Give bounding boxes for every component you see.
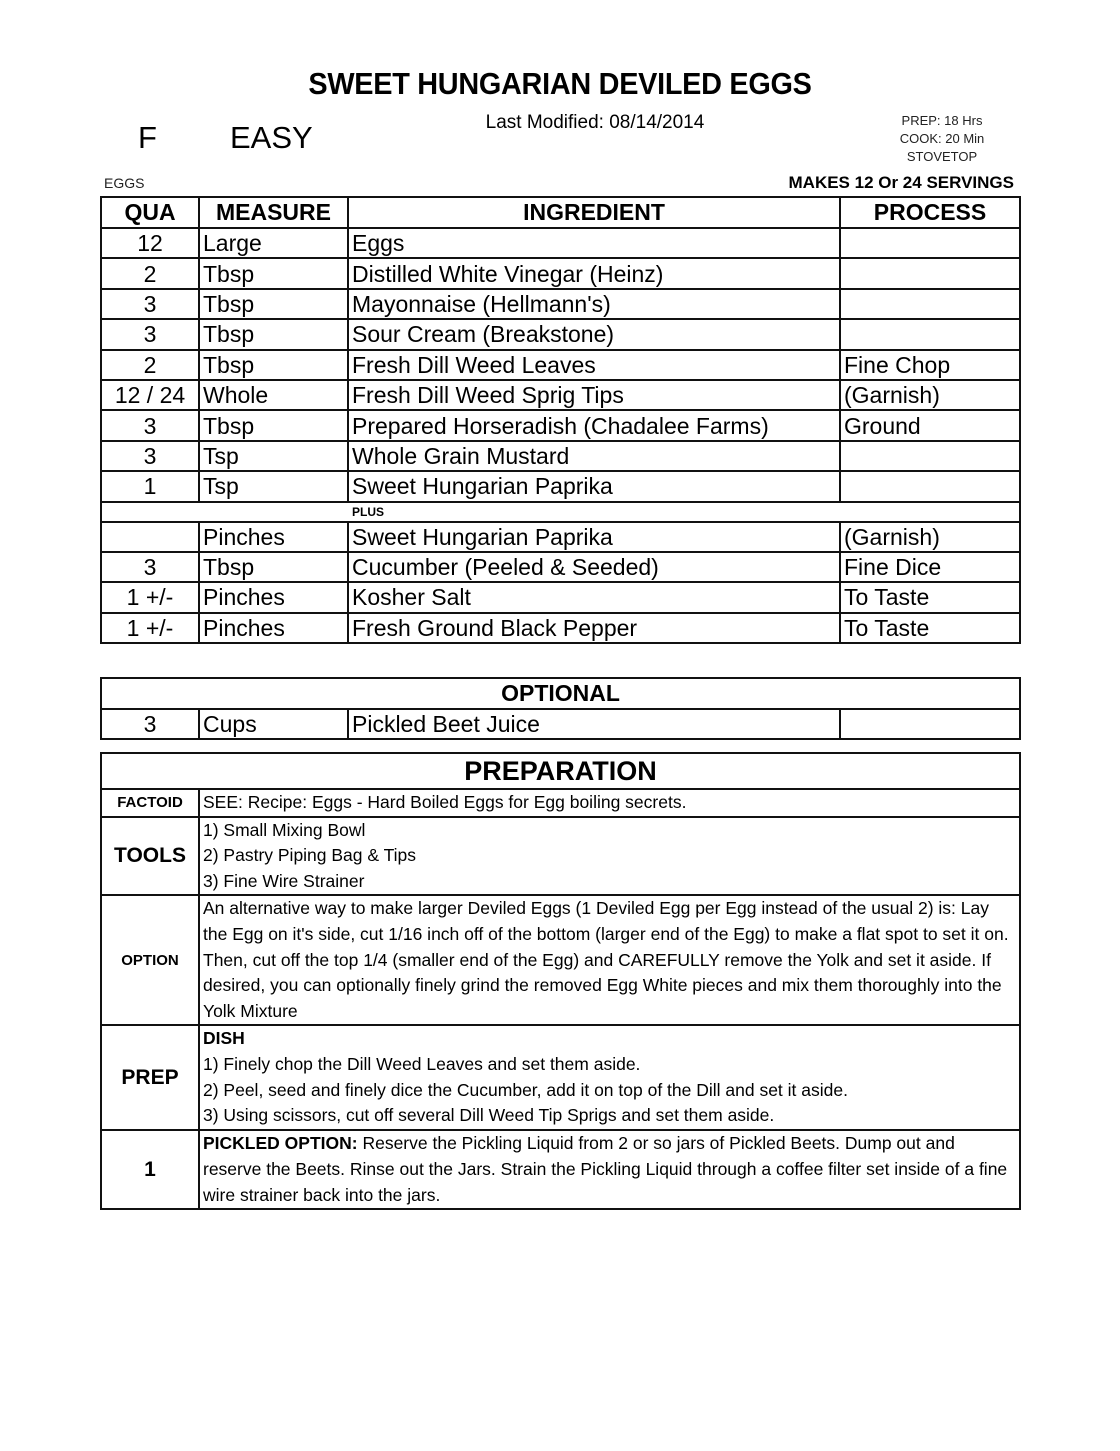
plus-row xyxy=(101,502,1020,522)
ingredient-measure: Tbsp xyxy=(199,289,348,319)
ingredient-row xyxy=(101,613,1020,643)
factoid-row xyxy=(101,789,1020,817)
ingredient-measure: Tbsp xyxy=(199,410,348,440)
step-1-text xyxy=(199,1130,1020,1209)
ingredient-qty: 3 xyxy=(101,410,199,440)
ingredient-process xyxy=(840,709,1020,739)
ingredient-row xyxy=(101,441,1020,471)
ingredient-row xyxy=(101,522,1020,552)
ingredient-row xyxy=(101,380,1020,410)
ingredient-process xyxy=(840,258,1020,288)
prep-steps xyxy=(199,1025,1020,1130)
ingredient-process xyxy=(840,319,1020,349)
last-modified: Last Modified: 08/14/2014 xyxy=(485,112,705,133)
prep-row xyxy=(101,1025,1020,1130)
ingredient-process xyxy=(840,289,1020,319)
ingredient-qty: 3 xyxy=(101,441,199,471)
ingredient-qty: 3 xyxy=(101,709,199,739)
ingredients-header-row xyxy=(101,197,1020,228)
ingredient-row xyxy=(101,410,1020,440)
tools-list xyxy=(199,817,1020,896)
ingredient-row xyxy=(101,582,1020,612)
ingredient-measure: Pinches xyxy=(199,582,348,612)
tools-label: TOOLS xyxy=(101,817,199,896)
ingredient-measure: Pinches xyxy=(199,613,348,643)
ingredient-name: Sweet Hungarian Paprika xyxy=(348,471,840,501)
ingredient-row xyxy=(101,228,1020,258)
ingredient-name: Distilled White Vinegar (Heinz) xyxy=(348,258,840,288)
ingredient-name: Mayonnaise (Hellmann's) xyxy=(348,289,840,319)
tool-item: 2) Pastry Piping Bag & Tips xyxy=(203,845,417,866)
prep-time: PREP: 18 Hrs xyxy=(901,113,983,128)
prep-step: 2) Peel, seed and finely dice the Cucumber, add it on top of the Dill and set it aside. xyxy=(203,1079,848,1100)
ingredient-process xyxy=(840,228,1020,258)
prep-step: 3) Using scissors, cut off several Dill Weed Tip Sprigs and set them aside. xyxy=(203,1105,775,1126)
ingredient-name: Cucumber (Peeled & Seeded) xyxy=(348,552,840,582)
ingredient-measure: Tbsp xyxy=(199,319,348,349)
ingredient-measure: Pinches xyxy=(199,522,348,552)
ingredients-table xyxy=(100,196,1021,644)
ingredient-qty xyxy=(101,522,199,552)
category: EGGS xyxy=(104,175,145,191)
column-header-ingredient: INGREDIENT xyxy=(348,197,840,228)
ingredient-qty: 12 xyxy=(101,228,199,258)
preparation-title: PREPARATION xyxy=(101,753,1020,789)
ingredient-process: To Taste xyxy=(840,613,1020,643)
column-header-measure: MEASURE xyxy=(199,197,348,228)
preparation-table xyxy=(100,752,1021,1210)
ingredient-row xyxy=(101,319,1020,349)
ingredient-measure: Tbsp xyxy=(199,552,348,582)
optional-table xyxy=(100,677,1021,740)
step-1-label: 1 xyxy=(101,1130,199,1209)
ingredient-process xyxy=(840,471,1020,501)
plus-label: PLUS xyxy=(101,502,1020,522)
time-info xyxy=(860,112,1024,166)
cook-time: COOK: 20 Min xyxy=(899,131,985,146)
prep-step: 1) Finely chop the Dill Weed Leaves and set them aside. xyxy=(203,1053,641,1074)
ingredient-name: Eggs xyxy=(348,228,840,258)
ingredient-name: Kosher Salt xyxy=(348,582,840,612)
ingredient-process: (Garnish) xyxy=(840,522,1020,552)
tool-item: 1) Small Mixing Bowl xyxy=(203,819,366,840)
ingredient-process: Fine Dice xyxy=(840,552,1020,582)
ingredient-measure: Cups xyxy=(199,709,348,739)
column-header-process: PROCESS xyxy=(840,197,1020,228)
ingredient-measure: Tbsp xyxy=(199,350,348,380)
step-1-row xyxy=(101,1130,1020,1209)
ingredient-row xyxy=(101,709,1020,739)
ingredient-name: Pickled Beet Juice xyxy=(348,709,840,739)
ingredient-qty: 3 xyxy=(101,552,199,582)
difficulty: EASY xyxy=(230,120,313,155)
ingredient-qty: 3 xyxy=(101,319,199,349)
column-header-qua: QUA xyxy=(101,197,199,228)
ingredient-row xyxy=(101,350,1020,380)
ingredient-measure: Tbsp xyxy=(199,258,348,288)
ingredient-name: Whole Grain Mustard xyxy=(348,441,840,471)
prep-heading: DISH xyxy=(203,1028,245,1049)
ingredient-name: Prepared Horseradish (Chadalee Farms) xyxy=(348,410,840,440)
ingredient-qty: 1 xyxy=(101,471,199,501)
step-1-body: Reserve the Pickling Liquid from 2 or so jars of Pickled Beets. Dump out and reserve the Beets. Rinse out the Jars. Strain the Pickling Liquid through a coffee filter set inside of a fine wire strainer back into the jars. xyxy=(203,1133,1008,1205)
ingredient-qty: 3 xyxy=(101,289,199,319)
ingredient-name: Sour Cream (Breakstone) xyxy=(348,319,840,349)
tools-row xyxy=(101,817,1020,896)
ingredient-process: Fine Chop xyxy=(840,350,1020,380)
step-1-heading: PICKLED OPTION: xyxy=(203,1133,358,1154)
option-text: An alternative way to make larger Deviled Eggs (1 Deviled Egg per Egg instead of the usual 2) is: Lay the Egg on it's side, cut 1/16 inch off of the bottom (larger end of the Egg) to make a flat spot to set it on. Then, cut off the top 1/4 (smaller end of the Egg) and CAREFULLY remove the Yolk and set it aside. If desired, you can optionally finely grind the removed Egg White pieces and mix them thoroughly into the Yolk Mixture xyxy=(199,895,1020,1025)
ingredient-measure: Large xyxy=(199,228,348,258)
ingredient-process: To Taste xyxy=(840,582,1020,612)
option-row xyxy=(101,895,1020,1025)
ingredient-measure: Whole xyxy=(199,380,348,410)
ingredient-qty: 1 +/- xyxy=(101,582,199,612)
ingredient-qty: 2 xyxy=(101,258,199,288)
ingredient-name: Fresh Dill Weed Sprig Tips xyxy=(348,380,840,410)
ingredient-measure: Tsp xyxy=(199,471,348,501)
option-label: OPTION xyxy=(101,895,199,1025)
ingredient-row xyxy=(101,258,1020,288)
prep-label: PREP xyxy=(101,1025,199,1130)
ingredient-name: Fresh Dill Weed Leaves xyxy=(348,350,840,380)
tool-item: 3) Fine Wire Strainer xyxy=(203,870,365,891)
class-code: F xyxy=(138,120,157,155)
optional-title: OPTIONAL xyxy=(101,678,1020,709)
ingredient-qty: 1 +/- xyxy=(101,613,199,643)
factoid-text: SEE: Recipe: Eggs - Hard Boiled Eggs for Egg boiling secrets. xyxy=(199,789,1020,817)
cook-method: STOVETOP xyxy=(906,149,978,164)
ingredient-process: Ground xyxy=(840,410,1020,440)
ingredient-qty: 2 xyxy=(101,350,199,380)
recipe-title: SWEET HUNGARIAN DEVILED EGGS xyxy=(308,66,812,101)
ingredient-name: Fresh Ground Black Pepper xyxy=(348,613,840,643)
ingredient-row xyxy=(101,471,1020,501)
ingredient-row xyxy=(101,289,1020,319)
preparation-header-row xyxy=(101,753,1020,789)
ingredient-row xyxy=(101,552,1020,582)
ingredient-qty: 12 / 24 xyxy=(101,380,199,410)
ingredient-process: (Garnish) xyxy=(840,380,1020,410)
factoid-label: FACTOID xyxy=(101,789,199,817)
ingredient-name: Sweet Hungarian Paprika xyxy=(348,522,840,552)
optional-header-row xyxy=(101,678,1020,709)
ingredient-measure: Tsp xyxy=(199,441,348,471)
servings: MAKES 12 Or 24 SERVINGS xyxy=(788,173,1014,192)
ingredient-process xyxy=(840,441,1020,471)
